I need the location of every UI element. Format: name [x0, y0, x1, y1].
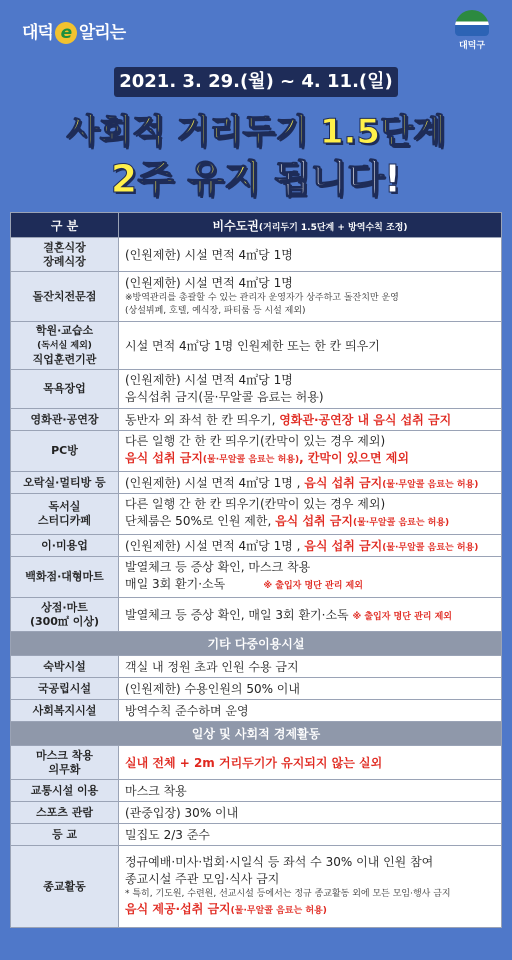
title-line1: 사회적 거리두기 1.5단계	[66, 112, 446, 152]
logo-suffix: 알리는	[78, 23, 126, 43]
section-header-daily-life: 일상 및 사회적 경제활동	[11, 722, 502, 746]
row-text: 객실 내 정원 초과 인원 수용 금지	[119, 656, 502, 678]
title-rest: 됩니다!	[273, 157, 402, 201]
table-header	[11, 213, 502, 238]
row-category: PC방	[11, 431, 119, 472]
row-text: (인원제한) 시설 면적 4㎡당 1명	[125, 373, 293, 387]
row-warning-small: (물·무알콜 음료는 허용)	[202, 455, 300, 465]
row-category-small: (독서실 제외)	[37, 341, 92, 351]
row-category-text2: 직업훈련기관	[32, 353, 97, 366]
row-category: 독서실 스터디카페	[11, 494, 119, 535]
table-row	[11, 802, 502, 824]
row-category: 돌잔치전문점	[11, 272, 119, 322]
section-header-facilities: 기타 다중이용시설	[11, 632, 502, 656]
table-row	[11, 846, 502, 928]
title-line2	[0, 148, 512, 203]
row-warning-small: (물·무알콜 음료는 허용)	[382, 480, 479, 490]
row-text: (인원제한) 시설 면적 4㎡당 1명 ,	[125, 539, 305, 553]
section-row	[11, 722, 502, 746]
row-content	[119, 472, 502, 494]
header-region-label: 비수도권	[212, 218, 259, 233]
row-warning-small: (물·무알콜 음료는 허용)	[382, 543, 479, 553]
row-text2: 매일 3회 환기·소독	[125, 577, 226, 591]
district-emblem	[452, 10, 492, 51]
row-content	[119, 322, 502, 370]
table-row	[11, 494, 502, 535]
row-text: (인원제한) 시설 면적 4㎡당 1명 ,	[125, 476, 305, 490]
row-text: (관중입장) 30% 이내	[119, 802, 502, 824]
row-warning: 음식 섭취 금지	[125, 451, 203, 465]
row-content	[119, 535, 502, 557]
header-category: 구 분	[11, 213, 119, 238]
row-text: 밀집도 2/3 준수	[119, 824, 502, 846]
table-row	[11, 322, 502, 370]
row-note: ※방역관리를 총괄할 수 있는 관리자 운영자가 상주하고 돌잔치만 운영 (상설뷔페, 호텔, 예식장, 파티룸 등 시설 제외)	[125, 293, 399, 316]
table-row	[11, 678, 502, 700]
logo-prefix: 대덕	[22, 23, 53, 43]
guidelines-table	[10, 212, 502, 928]
row-note: * 특히, 기도원, 수련원, 선교시설 등에서는 정규 종교활동 외에 모든 모임·행사 금지	[125, 888, 451, 899]
row-category: 숙박시설	[11, 656, 119, 678]
row-content	[119, 494, 502, 535]
header-region-sub: (거리두기 1.5단계 + 방역수칙 조정)	[258, 222, 408, 233]
table-row	[11, 431, 502, 472]
row-text: (인원제한) 수용인원의 50% 이내	[119, 678, 502, 700]
row-content	[119, 846, 502, 928]
row-category-text: 학원·교습소	[35, 324, 94, 337]
table-row	[11, 472, 502, 494]
title-highlight: 2주 유지	[110, 157, 261, 201]
row-warning: 음식 섭취 금지	[304, 476, 383, 490]
row-text: 다른 일행 간 한 칸 띄우기(칸막이 있는 경우 제외)	[125, 434, 386, 448]
row-warning-small: (물·무알콜 음료는 허용)	[353, 518, 450, 528]
row-text2: 단체룸은 50%로 인원 제한,	[125, 514, 276, 528]
row-category: 이·미용업	[11, 535, 119, 557]
row-text: 시설 면적 4㎡당 1명 인원제한 또는 한 칸 띄우기	[125, 339, 380, 353]
header-region	[119, 213, 502, 238]
table-row	[11, 535, 502, 557]
row-category: 사회복지시설	[11, 700, 119, 722]
table-row	[11, 238, 502, 272]
table-row	[11, 746, 502, 780]
table-row	[11, 824, 502, 846]
row-text2: 음식섭취 금지(물·무알콜 음료는 허용)	[125, 390, 324, 404]
row-text: 정규예배·미사·법회·시일식 등 좌석 수 30% 이내 인원 참여	[125, 854, 434, 869]
row-content	[119, 272, 502, 322]
date-range: 2021. 3. 29.(월) ~ 4. 11.(일)	[114, 67, 398, 97]
row-warning: 음식 섭취 금지	[304, 539, 383, 553]
row-category: 목욕장업	[11, 370, 119, 409]
row-warning-small: (물·무알콜 음료는 허용)	[230, 905, 327, 916]
row-content	[119, 431, 502, 472]
row-content	[119, 370, 502, 409]
table-row	[11, 370, 502, 409]
row-category: 결혼식장 장례식장	[11, 238, 119, 272]
row-content	[119, 409, 502, 431]
table-row	[11, 557, 502, 598]
row-category: 종교활동	[11, 846, 119, 928]
row-text: (인원제한) 시설 면적 4㎡당 1명	[125, 248, 293, 262]
row-text: 발열체크 등 증상 확인, 매일 3회 환기·소독	[125, 608, 353, 622]
row-category: 오락실·멀티방 등	[11, 472, 119, 494]
table-row	[11, 780, 502, 802]
table-row	[11, 598, 502, 632]
emblem-icon	[455, 10, 489, 36]
row-text2: 종교시설 주관 모임·식사 금지	[125, 871, 280, 886]
row-content	[119, 238, 502, 272]
row-text: (인원제한) 시설 면적 4㎡당 1명	[125, 276, 293, 290]
row-content	[119, 557, 502, 598]
row-category: 영화관·공연장	[11, 409, 119, 431]
table-row	[11, 700, 502, 722]
table-row	[11, 656, 502, 678]
row-category	[11, 322, 119, 370]
row-text: 마스크 착용	[119, 780, 502, 802]
header	[0, 0, 512, 205]
logo-e-icon: e	[55, 22, 77, 44]
row-text: 다른 일행 간 한 칸 띄우기(칸막이 있는 경우 제외)	[125, 497, 386, 511]
row-category: 교통시설 이용	[11, 780, 119, 802]
table-row	[11, 409, 502, 431]
row-text: 동반자 외 좌석 한 칸 띄우기,	[125, 413, 280, 427]
row-category: 마스크 착용 의무화	[11, 746, 119, 780]
row-category: 백화점·대형마트	[11, 557, 119, 598]
row-warning-end: , 칸막이 있으면 제외	[299, 451, 409, 465]
row-category: 국공립시설	[11, 678, 119, 700]
row-warning: 실내 전체 + 2m 거리두기가 유지되지 않는 실외	[125, 756, 383, 770]
row-text: 발열체크 등 증상 확인, 마스크 착용	[125, 560, 311, 574]
row-warning-note: ※ 출입자 명단 관리 제외	[263, 581, 363, 591]
row-category: 스포츠 관람	[11, 802, 119, 824]
row-warning: 음식 섭취 금지	[275, 514, 353, 528]
row-warning-note: ※ 출입자 명단 관리 제외	[352, 612, 452, 622]
row-category: 상점·마트 (300㎡ 이상)	[11, 598, 119, 632]
row-text: 방역수칙 준수하며 운영	[119, 700, 502, 722]
table-row	[11, 272, 502, 322]
row-content	[119, 598, 502, 632]
section-row	[11, 632, 502, 656]
row-category: 등 교	[11, 824, 119, 846]
row-warning: 영화관·공연장 내 음식 섭취 금지	[279, 413, 452, 427]
daedeok-logo	[22, 18, 125, 44]
emblem-text: 대덕구	[458, 41, 486, 51]
row-warning: 음식 제공·섭취 금지	[125, 901, 231, 916]
row-content	[119, 746, 502, 780]
